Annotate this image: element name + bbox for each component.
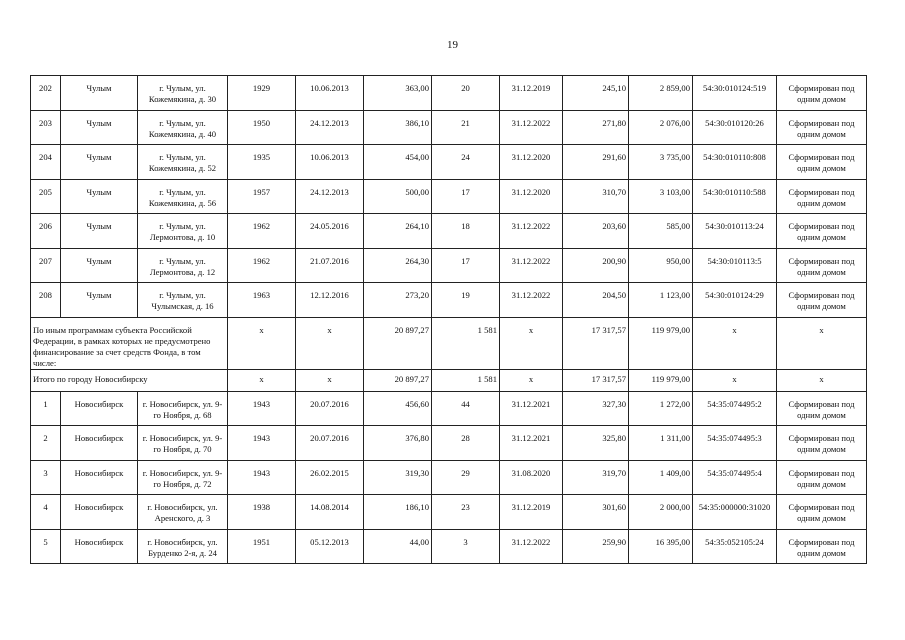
resettled-area: 271,80 [563,110,629,145]
planned-date: х [500,317,563,369]
residents-count: 44 [432,391,500,426]
land-area: 119 979,00 [629,317,693,369]
total-area: 456,60 [364,391,432,426]
settlement: Чулым [61,283,138,318]
resettled-area: 310,70 [563,179,629,214]
table-row [31,248,867,283]
residents-count: 1 581 [432,317,500,369]
planned-date: 31.12.2020 [500,145,563,180]
resettled-area: 245,10 [563,76,629,111]
land-area: 2 859,00 [629,76,693,111]
land-area: 950,00 [629,248,693,283]
table-row [31,426,867,461]
cadastral-number: 54:35:074495:3 [693,426,777,461]
total-area: 186,10 [364,495,432,530]
settlement: Чулым [61,248,138,283]
residents-count: 19 [432,283,500,318]
build-year: 1943 [228,426,296,461]
land-area: 1 123,00 [629,283,693,318]
settlement: Чулым [61,214,138,249]
land-status: Сформирован под одним домом [777,248,867,283]
land-area: 3 103,00 [629,179,693,214]
residents-count: 20 [432,76,500,111]
land-area: 3 735,00 [629,145,693,180]
build-year: 1943 [228,460,296,495]
row-number: 205 [31,179,61,214]
resettled-area: 301,60 [563,495,629,530]
build-year: 1935 [228,145,296,180]
address: г. Чулым, ул. Чулымская, д. 16 [138,283,228,318]
build-year: 1950 [228,110,296,145]
land-status: Сформирован под одним домом [777,426,867,461]
planned-date: 31.12.2022 [500,214,563,249]
land-status: Сформирован под одним домом [777,179,867,214]
build-year: 1962 [228,214,296,249]
total-area: 273,20 [364,283,432,318]
table-row [31,179,867,214]
address: г. Новосибирск, ул. 9-го Ноября, д. 68 [138,391,228,426]
total-area: 264,30 [364,248,432,283]
build-year: 1962 [228,248,296,283]
row-number: 207 [31,248,61,283]
resettled-area: 200,90 [563,248,629,283]
residents-count: 21 [432,110,500,145]
row-number: 3 [31,460,61,495]
build-year: 1963 [228,283,296,318]
build-year: х [228,369,296,391]
cadastral-number: 54:35:074495:2 [693,391,777,426]
page-number: 19 [447,39,458,51]
address: г. Новосибирск, ул. Бурденко 2-я, д. 24 [138,529,228,564]
build-year: х [228,317,296,369]
settlement: Новосибирск [61,426,138,461]
land-area: 585,00 [629,214,693,249]
residents-count: 23 [432,495,500,530]
row-number: 1 [31,391,61,426]
residents-count: 3 [432,529,500,564]
recognition-date: 21.07.2016 [296,248,364,283]
residents-count: 18 [432,214,500,249]
land-status: Сформирован под одним домом [777,460,867,495]
land-status: Сформирован под одним домом [777,214,867,249]
recognition-date: 24.12.2013 [296,179,364,214]
total-area: 386,10 [364,110,432,145]
build-year: 1957 [228,179,296,214]
total-area: 319,30 [364,460,432,495]
land-status: Сформирован под одним домом [777,76,867,111]
cadastral-number: 54:30:010124:519 [693,76,777,111]
resettled-area: 17 317,57 [563,369,629,391]
residents-count: 17 [432,179,500,214]
table-row [31,76,867,111]
residents-count: 1 581 [432,369,500,391]
land-status: Сформирован под одним домом [777,110,867,145]
address: г. Чулым, ул. Кожемякина, д. 30 [138,76,228,111]
total-area: 500,00 [364,179,432,214]
summary-label: По иным программам субъекта Российской Федерации, в рамках которых не предусмотрено финансирование за счет средств Фонда, в том числе: [31,317,228,369]
cadastral-number: 54:30:010110:588 [693,179,777,214]
resettled-area: 259,90 [563,529,629,564]
recognition-date: 05.12.2013 [296,529,364,564]
row-number: 5 [31,529,61,564]
resettled-area: 327,30 [563,391,629,426]
total-area: 20 897,27 [364,369,432,391]
summary-label: Итого по городу Новосибирску [31,369,228,391]
recognition-date: 24.12.2013 [296,110,364,145]
recognition-date: 26.02.2015 [296,460,364,495]
row-number: 203 [31,110,61,145]
total-area: 20 897,27 [364,317,432,369]
build-year: 1938 [228,495,296,530]
settlement: Новосибирск [61,529,138,564]
planned-date: 31.12.2019 [500,495,563,530]
housing-registry-table [30,75,867,564]
resettled-area: 204,50 [563,283,629,318]
address: г. Новосибирск, ул. Аренского, д. 3 [138,495,228,530]
residents-count: 24 [432,145,500,180]
planned-date: х [500,369,563,391]
address: г. Чулым, ул. Кожемякина, д. 52 [138,145,228,180]
table-row [31,529,867,564]
cadastral-number: 54:30:010124:29 [693,283,777,318]
settlement: Чулым [61,145,138,180]
resettled-area: 319,70 [563,460,629,495]
planned-date: 31.12.2022 [500,110,563,145]
table-row [31,283,867,318]
settlement: Новосибирск [61,391,138,426]
land-area: 1 311,00 [629,426,693,461]
build-year: 1943 [228,391,296,426]
land-status: Сформирован под одним домом [777,283,867,318]
cadastral-number: 54:35:052105:24 [693,529,777,564]
total-area: 454,00 [364,145,432,180]
recognition-date: 10.06.2013 [296,145,364,180]
land-status: Сформирован под одним домом [777,529,867,564]
land-status: х [777,369,867,391]
row-number: 208 [31,283,61,318]
land-area: 119 979,00 [629,369,693,391]
table-row [31,110,867,145]
row-number: 204 [31,145,61,180]
recognition-date: х [296,317,364,369]
address: г. Чулым, ул. Лермонтова, д. 12 [138,248,228,283]
planned-date: 31.12.2022 [500,529,563,564]
cadastral-number: х [693,317,777,369]
cadastral-number: х [693,369,777,391]
build-year: 1929 [228,76,296,111]
table-row [31,214,867,249]
land-area: 1 409,00 [629,460,693,495]
land-area: 1 272,00 [629,391,693,426]
row-number: 202 [31,76,61,111]
settlement: Новосибирск [61,495,138,530]
planned-date: 31.12.2022 [500,248,563,283]
resettled-area: 203,60 [563,214,629,249]
recognition-date: 20.07.2016 [296,426,364,461]
table-body [31,76,867,564]
total-area: 264,10 [364,214,432,249]
recognition-date: 24.05.2016 [296,214,364,249]
total-area: 376,80 [364,426,432,461]
address: г. Чулым, ул. Кожемякина, д. 56 [138,179,228,214]
recognition-date: х [296,369,364,391]
resettled-area: 291,60 [563,145,629,180]
total-area: 44,00 [364,529,432,564]
settlement: Чулым [61,110,138,145]
row-number: 4 [31,495,61,530]
planned-date: 31.12.2021 [500,426,563,461]
address: г. Чулым, ул. Кожемякина, д. 40 [138,110,228,145]
recognition-date: 10.06.2013 [296,76,364,111]
planned-date: 31.12.2022 [500,283,563,318]
row-number: 206 [31,214,61,249]
recognition-date: 14.08.2014 [296,495,364,530]
address: г. Новосибирск, ул. 9-го Ноября, д. 70 [138,426,228,461]
settlement: Чулым [61,76,138,111]
land-area: 2 076,00 [629,110,693,145]
residents-count: 17 [432,248,500,283]
total-area: 363,00 [364,76,432,111]
planned-date: 31.12.2020 [500,179,563,214]
summary-row-other-programs [31,317,867,369]
table-row [31,460,867,495]
resettled-area: 17 317,57 [563,317,629,369]
cadastral-number: 54:30:010113:24 [693,214,777,249]
residents-count: 28 [432,426,500,461]
settlement: Новосибирск [61,460,138,495]
recognition-date: 12.12.2016 [296,283,364,318]
settlement: Чулым [61,179,138,214]
address: г. Новосибирск, ул. 9-го Ноября, д. 72 [138,460,228,495]
resettled-area: 325,80 [563,426,629,461]
land-status: Сформирован под одним домом [777,391,867,426]
planned-date: 31.12.2021 [500,391,563,426]
planned-date: 31.08.2020 [500,460,563,495]
cadastral-number: 54:30:010120:26 [693,110,777,145]
summary-row-city-total [31,369,867,391]
land-area: 16 395,00 [629,529,693,564]
build-year: 1951 [228,529,296,564]
table-row [31,495,867,530]
land-status: Сформирован под одним домом [777,145,867,180]
land-status: х [777,317,867,369]
cadastral-number: 54:35:074495:4 [693,460,777,495]
cadastral-number: 54:35:000000:31020 [693,495,777,530]
land-area: 2 000,00 [629,495,693,530]
residents-count: 29 [432,460,500,495]
cadastral-number: 54:30:010113:5 [693,248,777,283]
cadastral-number: 54:30:010110:808 [693,145,777,180]
planned-date: 31.12.2019 [500,76,563,111]
row-number: 2 [31,426,61,461]
land-status: Сформирован под одним домом [777,495,867,530]
table-row [31,391,867,426]
table-row [31,145,867,180]
address: г. Чулым, ул. Лермонтова, д. 10 [138,214,228,249]
recognition-date: 20.07.2016 [296,391,364,426]
